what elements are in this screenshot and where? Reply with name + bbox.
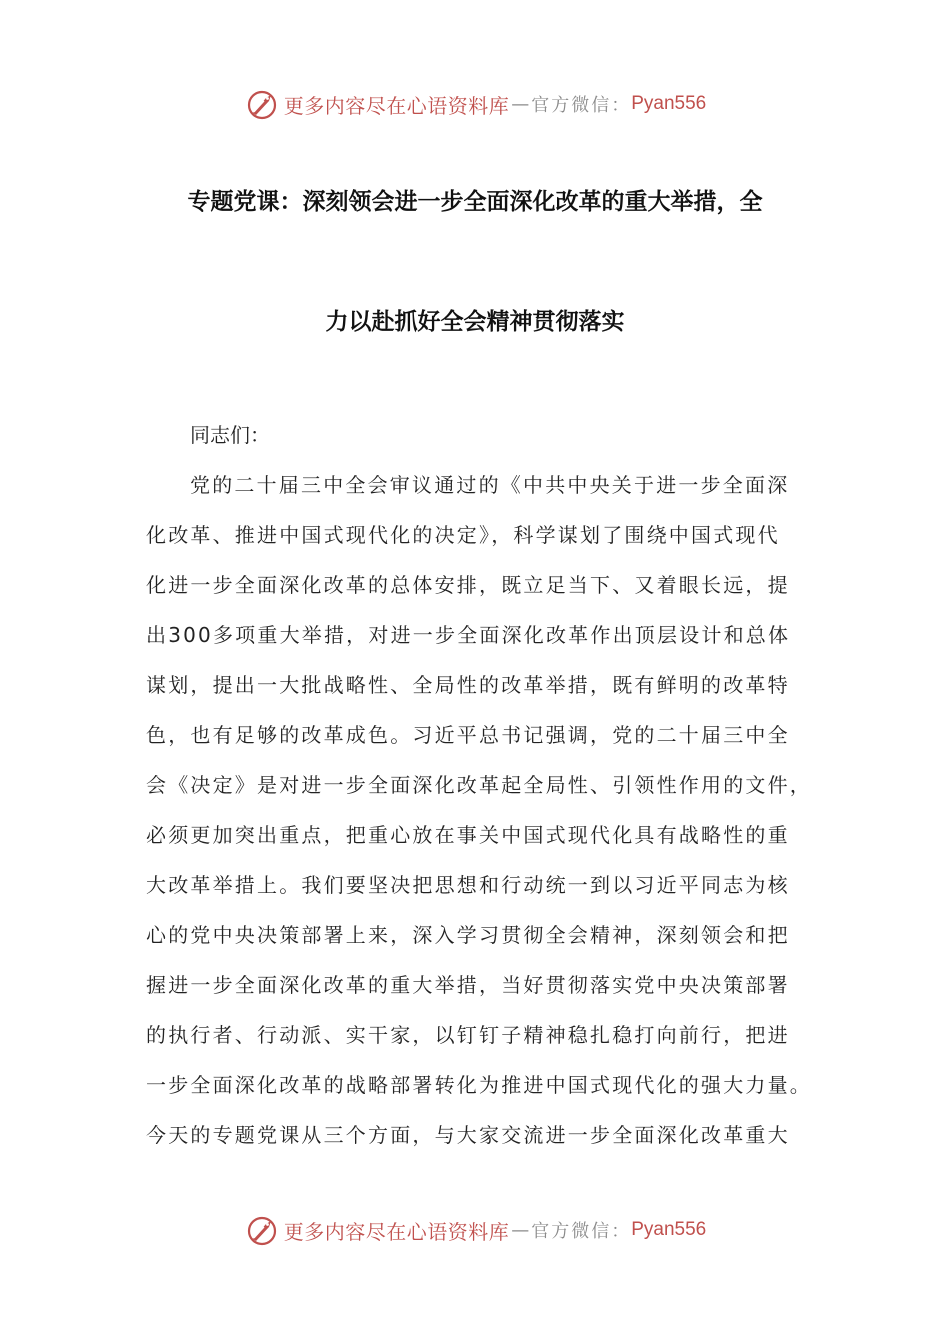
pen-nib-logo-icon [244, 1212, 280, 1248]
banner-main-text: 更多内容尽在心语资料库 [283, 1219, 510, 1244]
salutation: 同志们： [190, 423, 270, 447]
banner-wechat-id: Pyan556 [631, 1219, 707, 1240]
paragraph-line: 化进一步全面深化改革的总体安排，既立足当下、又着眼长远，提 [146, 573, 790, 597]
pen-nib-logo-icon [244, 86, 280, 122]
banner-label: 官方微信： [531, 1221, 632, 1242]
paragraph-line: 握进一步全面深化改革的重大举措，当好贯彻落实党中央决策部署 [146, 973, 790, 997]
banner-label: 官方微信： [531, 95, 632, 116]
paragraph-line: 谋划，提出一大批战略性、全局性的改革举措，既有鲜明的改革特 [146, 673, 790, 697]
banner-wechat-id: Pyan556 [631, 93, 707, 114]
paragraph-line: 党的二十届三中全会审议通过的《中共中央关于进一步全面深 [190, 473, 790, 497]
banner-separator: — [511, 93, 530, 115]
page-title-line-1: 专题党课：深刻领会进一步全面深化改革的重大举措，全 [187, 189, 763, 215]
document-body [146, 420, 826, 1170]
banner-main-text: 更多内容尽在心语资料库 [283, 93, 510, 118]
paragraph-line: 心的党中央决策部署上来，深入学习贯彻全会精神，深刻领会和把 [146, 923, 790, 947]
header-banner [0, 84, 950, 124]
paragraph-line: 会《决定》是对进一步全面深化改革起全局性、引领性作用的文件， [146, 773, 812, 797]
paragraph-line: 的执行者、行动派、实干家，以钉钉子精神稳扎稳打向前行，把进 [146, 1023, 790, 1047]
paragraph-line: 色，也有足够的改革成色。习近平总书记强调，党的二十届三中全 [146, 723, 790, 747]
paragraph-line: 化改革、推进中国式现代化的决定》，科学谋划了围绕中国式现代 [146, 523, 780, 547]
page-title-line-2: 力以赴抓好全会精神贯彻落实 [325, 309, 625, 335]
paragraph-line: 必须更加突出重点，把重心放在事关中国式现代化具有战略性的重 [146, 823, 790, 847]
banner-separator: — [511, 1219, 530, 1241]
paragraph-line: 今天的专题党课从三个方面，与大家交流进一步全面深化改革重大 [146, 1123, 790, 1147]
footer-banner [0, 1210, 950, 1250]
paragraph-line: 出300多项重大举措，对进一步全面深化改革作出顶层设计和总体 [146, 623, 791, 647]
paragraph-line: 一步全面深化改革的战略部署转化为推进中国式现代化的强大力量。 [146, 1073, 812, 1097]
paragraph-line: 大改革举措上。我们要坚决把思想和行动统一到以习近平同志为核 [146, 873, 790, 897]
